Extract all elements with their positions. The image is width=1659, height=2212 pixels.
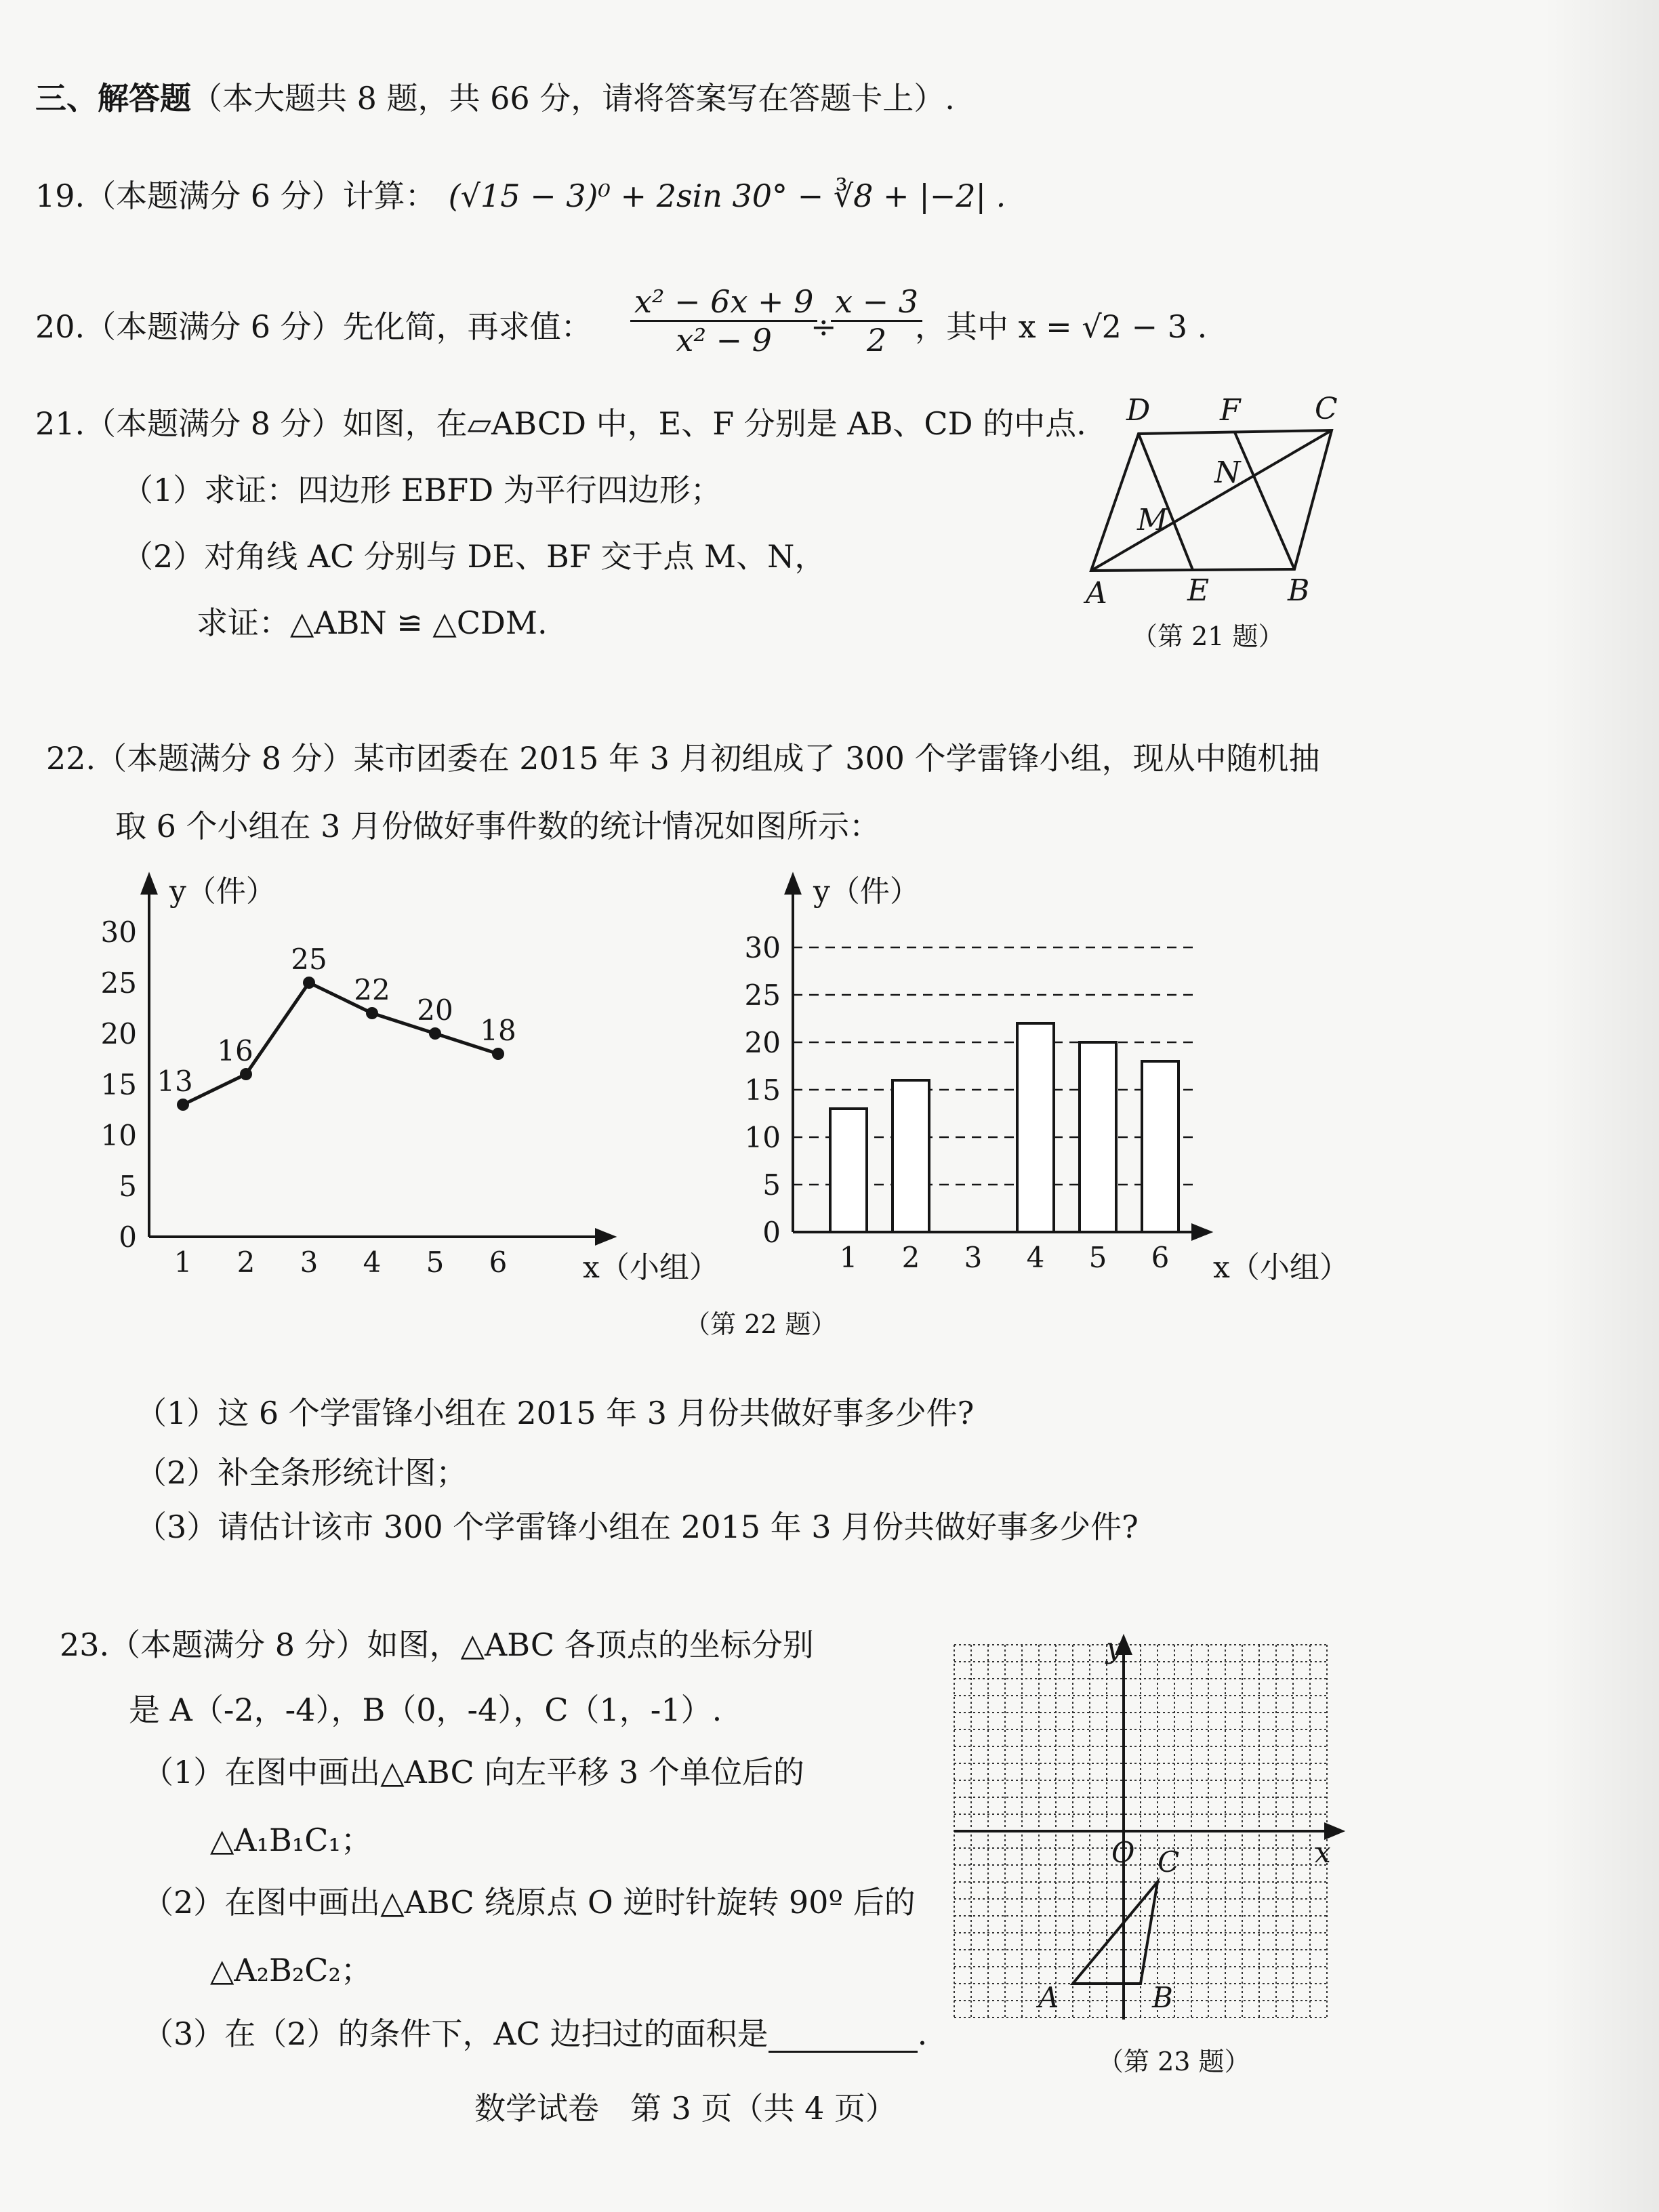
bar-chart	[725, 867, 1403, 1288]
q20-prefix: 20.（本题满分 6 分）先化简，再求值：	[35, 308, 592, 345]
q21-caption: （第 21 题）	[1132, 621, 1284, 651]
segment-bf	[1235, 432, 1294, 569]
grid-x-label: x	[1315, 1836, 1331, 1869]
label-m: M	[1137, 503, 1168, 537]
line-chart-ytick: 0	[119, 1221, 137, 1254]
bar-chart-y-arrow	[786, 876, 800, 893]
line-chart-xtick: 1	[173, 1246, 192, 1279]
bar-chart-ytick: 0	[762, 1216, 781, 1249]
q20-fraction-2	[831, 283, 922, 359]
bar-chart-ytick: 10	[744, 1121, 781, 1154]
bar-chart-bar	[830, 1109, 867, 1232]
line-chart-xtick: 6	[489, 1246, 508, 1279]
label-f: F	[1220, 393, 1241, 428]
line-chart-ytick: 20	[100, 1017, 137, 1050]
bar-chart-ytick: 15	[744, 1073, 781, 1107]
q20-suffix: ，其中 x = √2 − 3 .	[915, 308, 1208, 345]
line-chart-point	[366, 1007, 378, 1019]
bar-chart-ytick: 20	[744, 1026, 781, 1059]
line-chart-point	[240, 1068, 252, 1080]
grid-y-label: y	[1106, 1633, 1122, 1664]
line-chart-data-label: 16	[217, 1034, 253, 1067]
bar-chart-xtick: 1	[839, 1241, 858, 1274]
line-chart-x-label: x（小组）	[583, 1250, 719, 1285]
section-note: （本大题共 8 题，共 66 分，请将答案写在答题卡上）.	[191, 80, 955, 117]
line-chart-data-label: 18	[480, 1014, 516, 1047]
label-e: E	[1187, 573, 1210, 608]
q23-part3-end: .	[917, 2015, 928, 2052]
grid-origin-label: O	[1111, 1836, 1135, 1869]
line-chart-ytick: 30	[100, 916, 137, 949]
q19-prefix: 19.（本题满分 6 分）计算：	[35, 178, 436, 214]
q22-stem-line2: 取 6 个小组在 3 月份做好事件数的统计情况如图所示：	[115, 808, 881, 844]
q21-figure	[1057, 386, 1382, 678]
line-chart-y-arrow	[142, 876, 156, 893]
bar-chart-bar	[893, 1080, 929, 1232]
line-chart-data-label: 25	[291, 943, 327, 976]
bar-chart-xtick: 4	[1026, 1241, 1045, 1274]
q23-stem-line1: 23.（本题满分 8 分）如图，△ABC 各顶点的坐标分别	[60, 1626, 814, 1663]
point-c-label: C	[1158, 1845, 1180, 1879]
answer-blank[interactable]	[769, 2024, 918, 2053]
line-chart-xtick: 4	[363, 1246, 382, 1279]
bar-chart-y-label: y（件）	[813, 874, 920, 909]
page-shadow	[1544, 0, 1659, 2212]
q21-part1: （1）求证：四边形 EBFD 为平行四边形；	[122, 472, 722, 508]
line-chart-ytick: 25	[100, 966, 137, 1000]
point-a-label: A	[1038, 1981, 1059, 2014]
line-chart-ytick: 10	[100, 1119, 137, 1152]
bar-chart-bar	[1080, 1042, 1116, 1232]
q20-frac2-num: x − 3	[831, 283, 922, 322]
line-chart-y-label: y（件）	[169, 874, 276, 909]
line-chart-x-arrow	[596, 1230, 613, 1244]
line-chart-xtick: 2	[237, 1246, 255, 1279]
bar-chart-xtick: 6	[1151, 1241, 1170, 1274]
q19-expression: (√15 − 3)⁰ + 2sin 30° − ∛8 + |−2| .	[448, 178, 1006, 214]
section-title: 三、解答题	[35, 80, 191, 117]
q23-part2b: △A₂B₂C₂；	[210, 1952, 372, 1988]
page-footer: 数学试卷 第 3 页（共 4 页）	[474, 2090, 897, 2127]
bar-chart-xtick: 3	[964, 1241, 983, 1274]
line-chart-point	[303, 977, 315, 989]
q22-stem-line1: 22.（本题满分 8 分）某市团委在 2015 年 3 月初组成了 300 个学雷锋小组，现从中随机抽	[46, 740, 1320, 777]
line-chart-point	[177, 1099, 189, 1111]
line-chart-data-label: 13	[157, 1065, 193, 1098]
label-n: N	[1214, 455, 1241, 490]
q23-coordinate-grid	[949, 1633, 1355, 2040]
label-d: D	[1126, 393, 1151, 428]
line-chart-data-label: 22	[354, 973, 390, 1006]
q23-part1b: △A₁B₁C₁；	[210, 1822, 372, 1858]
q23-part2: （2）在图中画出△ABC 绕原点 O 逆时针旋转 90º 后的	[142, 1884, 916, 1921]
line-chart-point	[492, 1048, 504, 1060]
section-header	[35, 80, 955, 117]
label-c: C	[1315, 392, 1338, 426]
line-chart-xtick: 3	[300, 1246, 319, 1279]
label-b: B	[1288, 573, 1310, 608]
q21-part2: （2）对角线 AC 分别与 DE、BF 交于点 M、N，	[122, 538, 826, 575]
q23-caption: （第 23 题）	[1098, 2047, 1250, 2076]
bar-chart-x-label: x（小组）	[1213, 1250, 1349, 1285]
bar-chart-bar	[1142, 1061, 1179, 1232]
q19	[35, 178, 1006, 215]
label-a: A	[1086, 576, 1107, 611]
q22-part3: （3）请估计该市 300 个学雷锋小组在 2015 年 3 月份共做好事多少件?	[136, 1509, 1139, 1545]
line-chart-xtick: 5	[426, 1246, 445, 1279]
diagonal-ac	[1091, 430, 1332, 571]
line-chart-data-label: 20	[417, 994, 453, 1027]
line-chart	[81, 867, 725, 1288]
q22-part1: （1）这 6 个学雷锋小组在 2015 年 3 月份共做好事多少件?	[136, 1395, 975, 1431]
q22-part2: （2）补全条形统计图；	[136, 1454, 468, 1491]
bar-chart-xtick: 2	[901, 1241, 920, 1274]
bar-chart-ytick: 30	[744, 931, 781, 964]
q22-caption: （第 22 题）	[684, 1309, 837, 1339]
bar-chart-ytick: 25	[744, 979, 781, 1012]
q20-frac1-num: x² − 6x + 9	[630, 283, 817, 322]
q20-frac2-den: 2	[866, 322, 887, 359]
line-chart-ytick: 5	[119, 1170, 137, 1203]
line-chart-point	[429, 1027, 441, 1040]
q20-frac1-den: x² − 9	[676, 322, 772, 359]
q20-fraction-1	[630, 283, 817, 359]
bar-chart-xtick: 5	[1088, 1241, 1107, 1274]
bar-chart-bar	[1017, 1023, 1054, 1232]
q20-divide-sign: ÷	[811, 308, 837, 345]
q23-part3	[142, 2015, 927, 2053]
segment-de	[1139, 434, 1193, 570]
point-b-label: B	[1152, 1981, 1173, 2014]
q23-part3-text: （3）在（2）的条件下，AC 边扫过的面积是	[142, 2015, 769, 2052]
q21-part2b: 求证：△ABN ≌ △CDM.	[197, 605, 548, 641]
q23-stem-line2: 是 A（-2，-4），B（0，-4），C（1，-1）.	[129, 1692, 722, 1728]
q21-stem: 21.（本题满分 8 分）如图，在▱ABCD 中，E、F 分别是 AB、CD 的中点.	[35, 405, 1086, 442]
bar-chart-x-arrow	[1193, 1225, 1210, 1239]
line-chart-ytick: 15	[100, 1068, 137, 1101]
q23-part1: （1）在图中画出△ABC 向左平移 3 个单位后的	[142, 1754, 804, 1790]
bar-chart-ytick: 5	[762, 1168, 781, 1202]
